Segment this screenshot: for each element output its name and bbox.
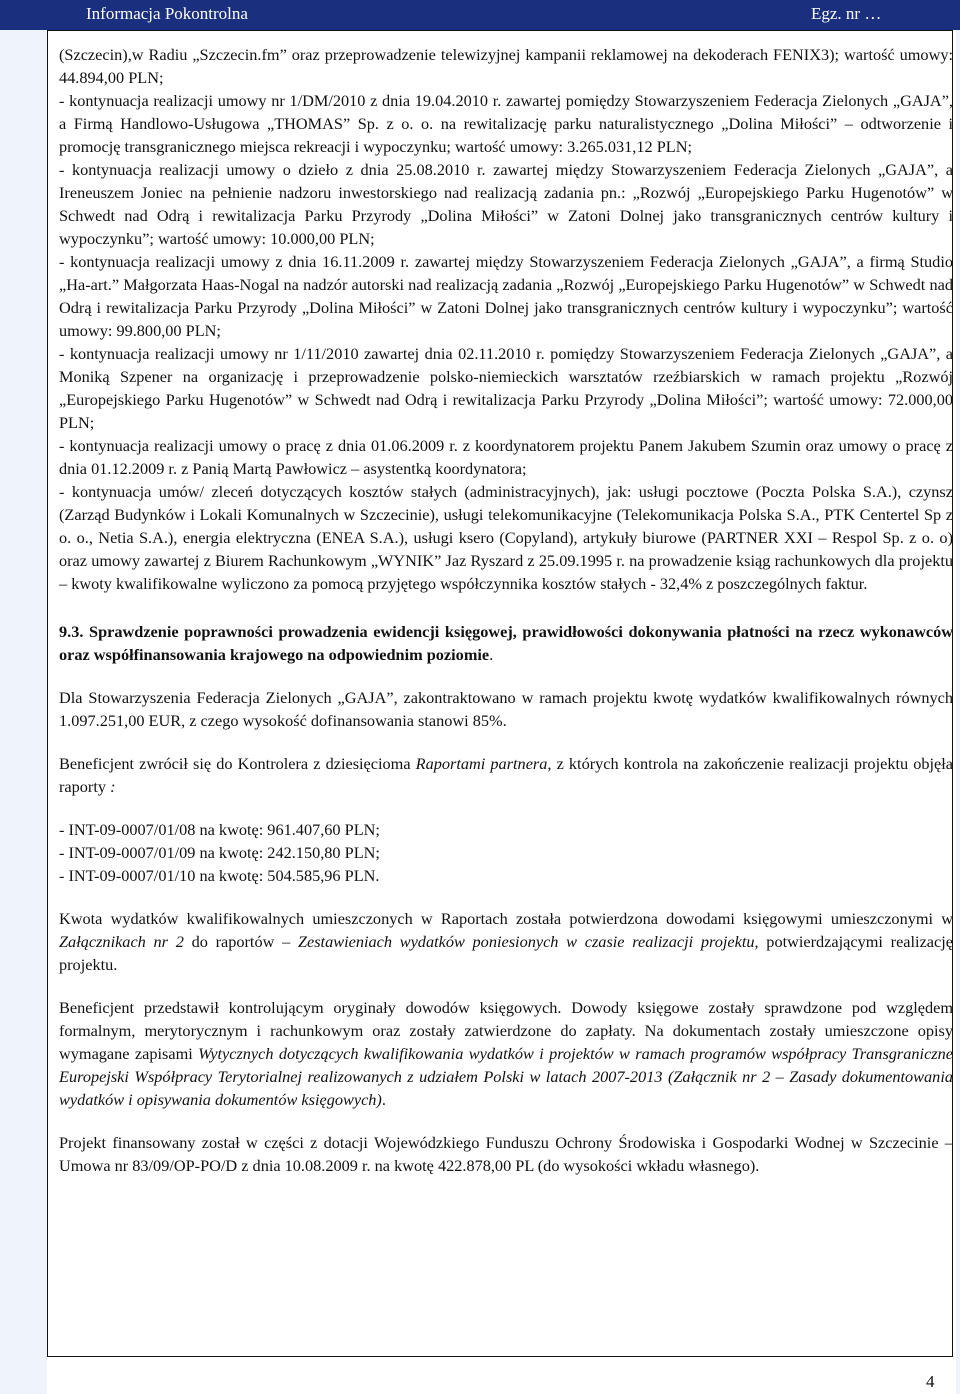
page-header: [0, 0, 960, 30]
report-item: - INT-09-0007/01/10 na kwotę: 504.585,96 PLN.: [59, 866, 380, 885]
section-heading: [59, 620, 953, 666]
paragraph: - kontynuacja realizacji umowy o dzieło z dnia 25.08.2010 r. zawartej między Stowarzyszeniem Federacja Zielonych „GAJA”, a Ireneuszem Joniec na pełnienie nadzoru inwestorskiego nad realizacją zadania pn.: „Rozwój „Europejskiego Parku Hugenotów” w Schwedt nad Odrą i rewitalizacja Parku Przyrody „Dolina Miłości” w Zatoni Dolnej jako transgranicznych centrów kultury i wypoczynku”; wartość umowy: 10.000,00 PLN;: [59, 160, 953, 248]
left-margin-band: [0, 30, 47, 1394]
italic-run: Zestawieniach wydatków poniesionych w czasie realizacji projektu: [297, 932, 755, 951]
paragraph: - kontynuacja realizacji umowy nr 1/DM/2010 z dnia 19.04.2010 r. zawartej pomiędzy Stowarzyszeniem Federacja Zielonych „GAJA”, a Firmą Handlowo-Usługowa „THOMAS” Sp. z o. o. na rewitalizację parku naturalistycznego „Dolina Miłości” – odtworzenie i promocję transgranicznego miejsca rekreacji i wypoczynku; wartość umowy: 3.265.031,12 PLN;: [59, 91, 953, 156]
section-title-end: .: [489, 645, 494, 664]
paragraph: - kontynuacja realizacji umowy z dnia 16.11.2009 r. zawartej między Stowarzyszeniem Federacja Zielonych „GAJA”, a firmą Studio „Ha-art.” Małgorzata Haas-Nogal na nadzór autorski nad realizacją zadania „Rozwój „Europejskiego Parku Hugenotów” w Schwedt nad Odrą i rewitalizacja Parku Przyrody „Dolina Miłości” w Zatoni Dolnej jako transgranicznych centrów kultury i wypoczynku”; wartość umowy: 99.800,00 PLN;: [59, 252, 953, 340]
section-title: Sprawdzenie poprawności prowadzenia ewidencji księgowej, prawidłowości dokonywania płatności na rzecz wykonawców oraz współfinansowania krajowego na odpowiednim poziomie: [59, 622, 953, 664]
paragraph: [59, 752, 953, 798]
section-number: 9.3.: [59, 622, 84, 641]
paragraph: - kontynuacja realizacji umowy o pracę z dnia 01.06.2009 r. z koordynatorem projektu Panem Jakubem Szumin oraz umowy o pracę z dnia 01.12.2009 r. z Panią Martą Pawłowicz – asystentką koordynatora;: [59, 436, 953, 478]
paragraph: - kontynuacja umów/ zleceń dotyczących kosztów stałych (administracyjnych), jak: usługi pocztowe (Poczta Polska S.A.), czynsz (Zarząd Budynków i Lokali Komunalnych w Szczecinie), usługi telekomunikacyjne (Telekomunikacja Polska S.A., PTK Centertel Sp z o. o., Netia S.A.), energia elektryczna (ENEA S.A.), usługi ksero (Copyland), artykuły biurowe (PARTNER XXI – Respol Sp. z o. o) oraz umowy zawartej z Biurem Rachunkowym „WYNIK” Jaz Ryszard z 25.09.1995 r. na prowadzenie ksiąg rachunkowych dla projektu – kwoty kwalifikowalne wyliczono za pomocą przyjętego współczynnika kosztów stałych - 32,4% z poszczególnych faktur.: [59, 482, 953, 593]
report-item: - INT-09-0007/01/08 na kwotę: 961.407,60 PLN;: [59, 820, 380, 839]
text-run: z których kontrola na zakończenie realizacji projektu objęła raporty: [59, 754, 954, 796]
page-number: 4: [926, 1372, 935, 1391]
paragraph: - kontynuacja realizacji umowy nr 1/11/2010 zawartej dnia 02.11.2010 r. pomiędzy Stowarzyszeniem Federacja Zielonych „GAJA”, a Moniką Szpener na organizację i przeprowadzenie polsko-niemieckich warsztatów rzeźbiarskich w ramach projektu „Rozwój „Europejskiego Parku Hugenotów” w Schwedt nad Odrą i rewitalizacja Parku Przyrody „Dolina Miłości”; wartość umowy: 72.000,00 PLN;: [59, 344, 953, 432]
text-run: do raportów –: [183, 932, 298, 951]
text-run: Beneficjent przedstawił kontrolującym oryginały dowodów księgowych. Dowody księgowe zostały sprawdzone pod względem formalnym, merytorycznym i rachunkowym oraz zostały zatwierdzone do zapłaty. Na dokumentach zostały umieszczone opisy wymagane zapisami: [59, 998, 953, 1063]
right-margin-band: [956, 30, 960, 1394]
italic-run: Raportami partnera,: [415, 754, 552, 773]
text-run: .: [381, 1090, 386, 1109]
italic-run: Wytycznych dotyczących kwalifikowania wydatków i projektów w ramach programów współpracy Transgraniczne Europejski Współpracy Terytorialnej realizowanych z udziałem Polski w latach 2007-2013 (Załącznik nr 2 – Zasady dokumentowania wydatków i opisywania dokumentów księgowych): [59, 1044, 953, 1109]
text-run: Kwota wydatków kwalifikowalnych umieszczonych w Raportach została potwierdzona dowodami księgowymi umieszczonymi w: [59, 909, 953, 928]
document-title: Informacja Pokontrolna: [86, 4, 248, 23]
paragraph: [59, 996, 953, 1111]
paragraph: Projekt finansowany został w części z dotacji Wojewódzkiego Funduszu Ochrony Środowiska i Gospodarki Wodnej w Szczecinie – Umowa nr 83/09/OP-PO/D z dnia 10.08.2009 r. na kwotę 422.878,00 PL (do wysokości wkładu własnego).: [59, 1133, 953, 1175]
text-run: Beneficjent zwrócił się do Kontrolera z dziesięcioma: [59, 754, 416, 773]
copy-number: Egz. nr …: [811, 4, 882, 23]
italic-run: Załącznikach nr 2: [59, 932, 184, 951]
report-item: - INT-09-0007/01/09 na kwotę: 242.150,80 PLN;: [59, 843, 380, 862]
paragraph: [59, 907, 953, 976]
paragraph: Dla Stowarzyszenia Federacja Zielonych „GAJA”, zakontraktowano w ramach projektu kwotę wydatków kwalifikowalnych równych 1.097.251,00 EUR, z czego wysokość dofinansowania stanowi 85%.: [59, 688, 953, 730]
document-body: [59, 43, 953, 1177]
text-run: , potwierdzającymi realizację projektu.: [59, 932, 953, 974]
italic-run: :: [110, 777, 116, 796]
paragraph: (Szczecin),w Radiu „Szczecin.fm” oraz przeprowadzenie telewizyjnej kampanii reklamowej na dekoderach FENIX3); wartość umowy: 44.894,00 PLN;: [59, 45, 953, 87]
